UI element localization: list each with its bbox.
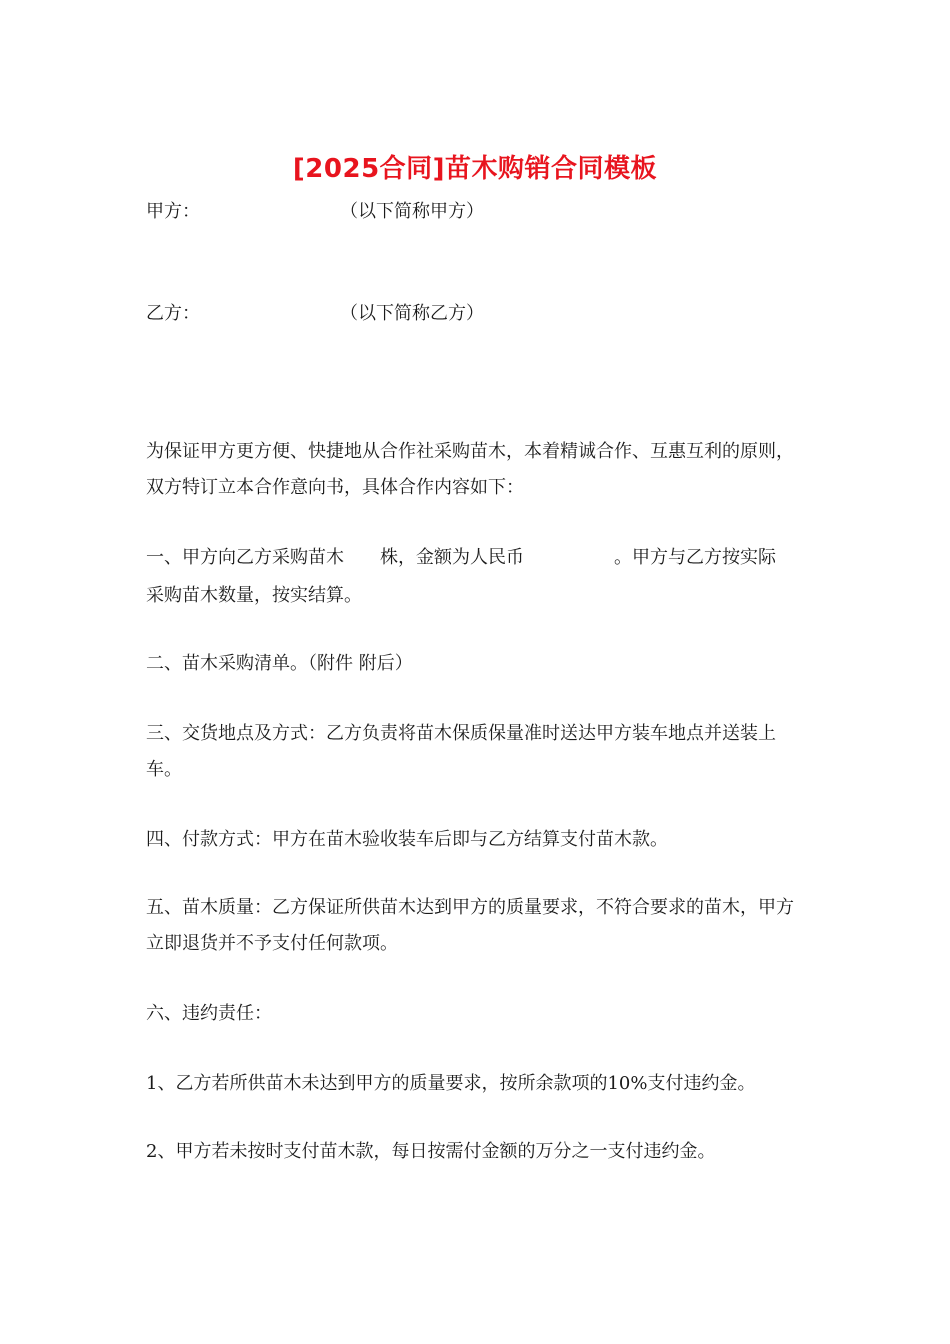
clause-1-line-2: 采购苗木数量，按实结算。 xyxy=(146,585,362,606)
clause-1-part-c: 。甲方与乙方按实际 xyxy=(614,547,776,568)
clause-4: 四、付款方式：甲方在苗木验收装车后即与乙方结算支付苗木款。 xyxy=(146,829,668,850)
clause-1-line-1 xyxy=(146,540,776,576)
clause-6-item-1: 1、乙方若所供苗木未达到甲方的质量要求，按所余款项的10%支付违约金。 xyxy=(146,1073,756,1094)
clause-6-heading: 六、违约责任： xyxy=(146,1003,272,1024)
clause-2: 二、苗木采购清单。（附件 附后） xyxy=(146,653,413,674)
intro-paragraph: 为保证甲方更方便、快捷地从合作社采购苗木，本着精诚合作、互惠互利的原则，双方特订立本合作意向书，具体合作内容如下： xyxy=(146,441,794,498)
document-title: [2025合同]苗木购销合同模板 xyxy=(292,154,658,184)
clause-3: 三、交货地点及方式：乙方负责将苗木保质保量准时送达甲方装车地点并送装上车。 xyxy=(146,723,776,780)
clause-6-item-2: 2、甲方若未按时支付苗木款，每日按需付金额的万分之一支付违约金。 xyxy=(146,1141,716,1162)
party-a-note: （以下简称甲方） xyxy=(340,201,484,222)
party-b-label: 乙方： xyxy=(146,303,200,324)
party-b-note: （以下简称乙方） xyxy=(340,303,484,324)
clause-1-part-b: 株，金额为人民币 xyxy=(380,547,524,568)
party-a-label: 甲方： xyxy=(146,201,200,222)
clause-5: 五、苗木质量：乙方保证所供苗木达到甲方的质量要求，不符合要求的苗木，甲方立即退货并不予支付任何款项。 xyxy=(146,897,794,954)
clause-1-part-a: 一、甲方向乙方采购苗木 xyxy=(146,547,344,568)
